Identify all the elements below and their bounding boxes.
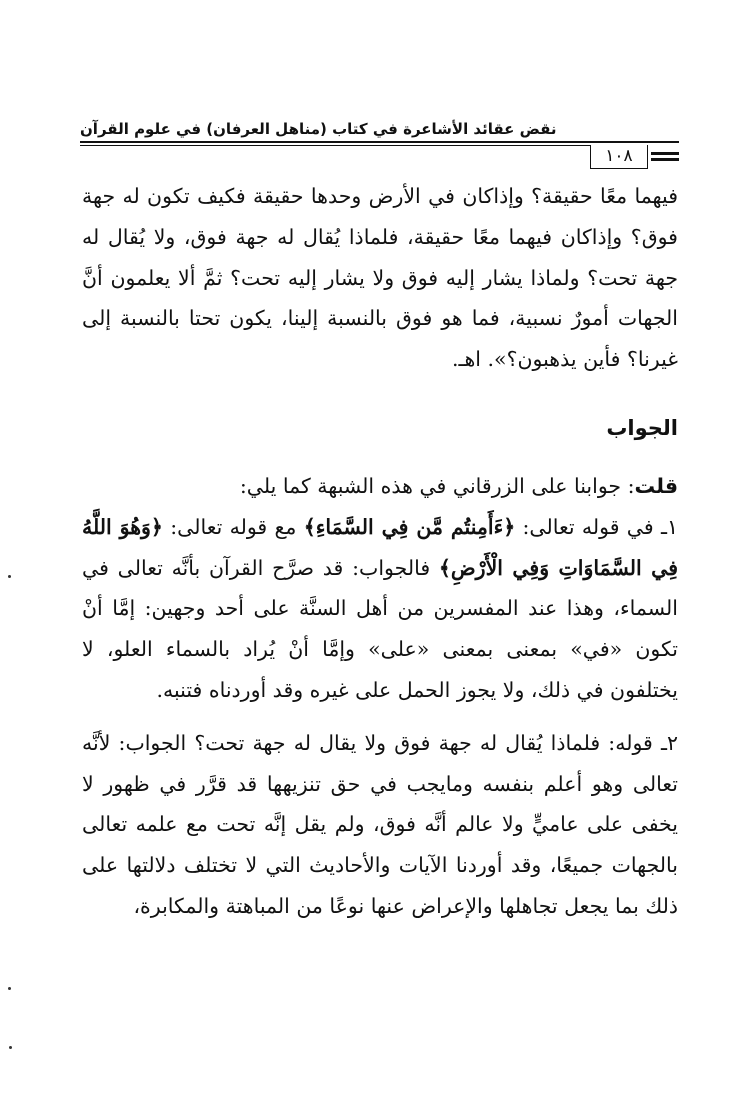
scan-speck [8, 987, 11, 990]
header-rule [80, 141, 679, 143]
page-number: ١٠٨ [590, 145, 648, 169]
paragraph-continuation: فيهما معًا حقيقة؟ وإذاكان في الأرض وحدها حقيقة فكيف تكون له جهة فوق؟ وإذاكان فيهما معًا حقيقة، فلماذا يُقال له جهة فوق، ولا يُقال له جهة تحت؟ ولماذا يشار إليه فوق ولا يشار إليه تحت؟ ثمَّ ألا يعلمون أنَّ الجهات أمورٌ نسبية، فما هو فوق بالنسبة إلينا، يكون تحتا بالنسبة إلى غيرنا؟ فأين يذهبون؟». اهـ. [82, 184, 678, 372]
paragraph-answer-intro [82, 466, 678, 507]
section-heading: الجواب [606, 415, 678, 440]
paragraph-text: : جوابنا على الزرقاني في هذه الشبهة كما يلي: [239, 473, 635, 498]
scan-speck [8, 575, 11, 578]
running-title: نقض عقائد الأشاعرة في كتاب (مناهل العرفان) في علوم القرآن [80, 120, 557, 138]
paragraph-point-1 [82, 507, 678, 711]
quran-verse: ﴿ءَأَمِنتُم مَّن فِي السَّمَاءِ﴾ [303, 514, 516, 539]
paragraph-text: فالجواب: قد صرَّح القرآن بأنَّه تعالى في السماء، وهذا عند المفسرين من أهل السنَّة على أحد وجهين: إمَّا أنْ تكون «في» بمعنى بمعنى «على» وإمَّا أنْ يُراد بالسماء العلو، لا يختلفون في ذلك، ولا يجوز الحمل على غيره وقد أوردناه فتنبه. [82, 555, 678, 702]
ornament-bar [651, 152, 679, 155]
quran-verse: ﴿وَهُوَ اللَّهُ فِي السَّمَاوَاتِ وَفِي الْأَرْضِ﴾ [82, 514, 678, 580]
ornament-bar [651, 158, 679, 161]
paragraph-point-2: ٢ـ قوله: فلماذا يُقال له جهة فوق ولا يقال له جهة تحت؟ الجواب: لأنَّه تعالى وهو أعلم بنفسه ومايجب في حق تنزيهها قد قرَّر في ظهور لا يخفى على عاميٍّ ولا عالم أنَّه فوق، ولم يقل إنَّه تحت مع علمه تعالى بالجهات جميعًا، وقد أوردنا الآيات والأحاديث التي لا تختلف دلالتها على ذلك بما يجعل تجاهلها والإعراض عنها نوعًا من المباهتة والمكابرة، [82, 730, 678, 918]
paragraph-text: ١ـ في قوله تعالى: [515, 514, 678, 539]
header-rule-inner [80, 145, 590, 146]
paragraph-text: مع قوله تعالى: [162, 514, 304, 539]
lead-word: قلت [634, 473, 678, 498]
scan-speck [9, 1046, 12, 1049]
body-text [82, 176, 678, 927]
